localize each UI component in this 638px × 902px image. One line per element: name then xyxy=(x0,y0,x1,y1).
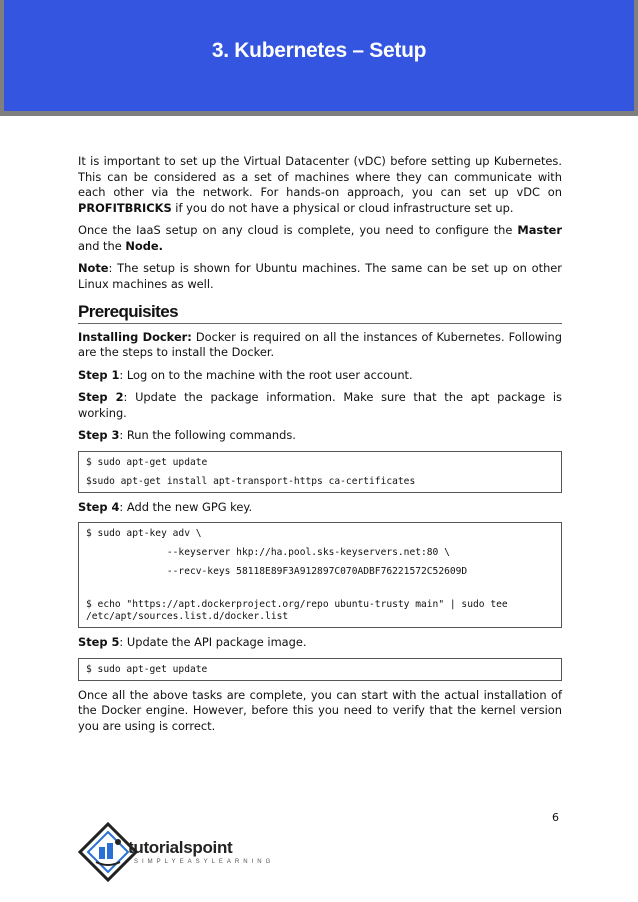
config-paragraph: Once the IaaS setup on any cloud is complete, you need to configure the Master and the Node. xyxy=(78,223,562,253)
code-line: --keyserver hkp://ha.pool.sks-keyservers.net:80 \ xyxy=(86,547,450,558)
code-line: $ sudo apt-get update xyxy=(86,456,208,468)
step-2: Step 2: Update the package information. Make sure that the apt package is working. xyxy=(78,390,562,420)
code-line: $sudo apt-get install apt-transport-https ca-certificates xyxy=(86,475,416,487)
chapter-header-band xyxy=(0,0,638,116)
code-block-apt-update xyxy=(78,658,562,681)
chapter-header xyxy=(4,0,634,111)
code-block-apt-update-install xyxy=(78,451,562,493)
logo-wordmark: tutorialspoint xyxy=(128,838,233,857)
profitbricks-term: PROFITBRICKS xyxy=(78,200,172,215)
page-number: 6 xyxy=(552,811,559,824)
step-1: Step 1: Log on to the machine with the root user account. xyxy=(78,367,413,382)
step-3: Step 3: Run the following commands. xyxy=(78,428,296,442)
page-content xyxy=(78,154,562,741)
step-4: Step 4: Add the new GPG key. xyxy=(78,499,253,514)
closing-paragraph: Once all the above tasks are complete, you can start with the actual installation of the Docker engine. However, before this you need to verify that the kernel version you are using is correct. xyxy=(78,687,562,733)
code-line: $ sudo apt-key adv \ xyxy=(86,528,202,539)
code-line: --recv-keys 58118E89F3A912897C070ADBF76221572C52609D xyxy=(86,566,468,577)
code-line: /etc/apt/sources.list.d/docker.list xyxy=(86,611,289,622)
code-block-gpg-key xyxy=(78,522,562,628)
note-paragraph: Note: The setup is shown for Ubuntu machines. The same can be set up on other Linux machines as well. xyxy=(78,261,562,291)
step-5: Step 5: Update the API package image. xyxy=(78,635,307,649)
logo-tagline: SIMPLYEASYLEARNING xyxy=(134,859,275,865)
intro-paragraph: It is important to set up the Virtual Datacenter (vDC) before setting up Kubernetes. This can be considered as a set of machines where they can communicate with each other via the network. For hands-on approach, you can set up vDC on PROFITBRICKS if you do not have a physical or cloud infrastructure set up. xyxy=(78,154,562,215)
section-heading-prerequisites: Prerequisites xyxy=(78,304,562,324)
installing-docker-paragraph: Installing Docker: Docker is required on all the instances of Kubernetes. Following are the steps to install the Docker. xyxy=(78,329,562,359)
code-line: $ sudo apt-get update xyxy=(86,663,208,675)
code-line: $ echo "https://apt.dockerproject.org/repo ubuntu-trusty main" | sudo tee xyxy=(86,599,508,610)
chapter-title: 3. Kubernetes – Setup xyxy=(211,38,427,62)
note-label: Note xyxy=(78,261,109,275)
